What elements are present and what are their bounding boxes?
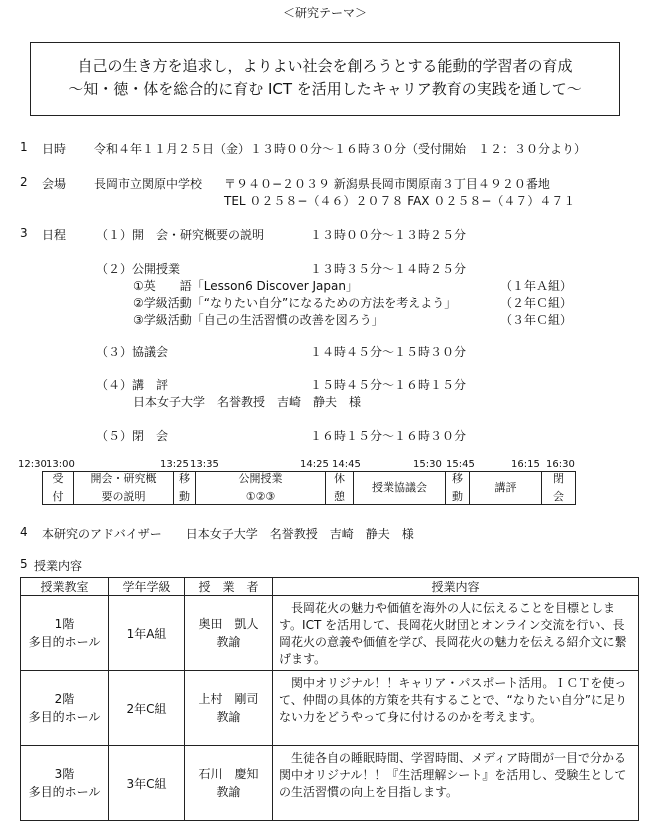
adviser: 本研究のアドバイザー 日本女子大学 名誉教授 吉崎 静夫 様 [42, 527, 414, 541]
schedule-4-time: １５時４５分〜１６時１５分 [310, 378, 467, 392]
content-cell: 関中オリジナル！！キャリア・パスポート活用。ＩＣＴを使って、仲間の具体的方策を共有することで、“なりたい自分”に足りない力をどうやって身に付けるのかを考えます。 [273, 671, 639, 746]
item5-heading: 授業内容 [34, 559, 83, 573]
schedule-2-label: （２）公開授業 [96, 262, 181, 276]
timeline-cell: 授業協議会 [353, 472, 445, 504]
content-cell: 長岡花火の魅力や価値を海外の人に伝えることを目標とします。ICT を活用して、長岡花火財団とオンライン交流を行い、長岡花火の意義や価値を学び、長岡花火の魅力を伝える紹介文に繋げます。 [273, 596, 639, 671]
theme-label: ＜研究テーマ＞ [282, 6, 367, 20]
time-mark: 16:15 [511, 459, 540, 470]
lesson-table [20, 577, 639, 821]
schedule-1-time: １３時００分〜１３時２５分 [310, 228, 467, 242]
room-cell: 2階 多目的ホール [21, 671, 109, 746]
item4-number: 4 [20, 525, 28, 539]
theme-line-2: 〜知・徳・体を総合的に育む ICT を活用したキャリア教育の実践を通して〜 [68, 80, 582, 98]
item3-number: 3 [20, 226, 28, 240]
lesson-2: ②学級活動「“なりたい自分”になるための方法を考えよう」 [133, 296, 457, 310]
class-cell: 1年A組 [109, 596, 185, 671]
time-mark: 14:25 [300, 459, 329, 470]
table-row [21, 746, 639, 821]
schedule-timeline [42, 471, 576, 505]
column-header: 授業内容 [273, 578, 639, 596]
theme-box [30, 42, 620, 116]
time-mark: 13:00 [46, 459, 75, 470]
time-mark: 13:35 [190, 459, 219, 470]
table-header-row [21, 578, 639, 596]
room-cell: 3階 多目的ホール [21, 746, 109, 821]
lecturer: 日本女子大学 名誉教授 吉崎 静夫 様 [133, 395, 362, 409]
lesson-2-class: （２年Ｃ組） [500, 296, 573, 310]
time-mark: 14:45 [332, 459, 361, 470]
table-row [21, 671, 639, 746]
teacher-cell: 石川 慶知 教諭 [185, 746, 273, 821]
timeline-cell: 開会・研究概 要の説明 [73, 472, 173, 504]
schedule-1-label: （１）開 会・研究概要の説明 [96, 228, 265, 242]
item5-number: 5 [20, 557, 28, 571]
time-mark: 12:30 [18, 459, 47, 470]
schedule-3-label: （３）協議会 [96, 345, 169, 359]
schedule-5-label: （５）閉 会 [96, 429, 169, 443]
time-mark: 15:45 [446, 459, 475, 470]
item2-number: 2 [20, 175, 28, 189]
schedule-2-time: １３時３５分〜１４時２５分 [310, 262, 467, 276]
item2-heading: 会場 [42, 177, 67, 191]
lesson-1: ①英 語「Lesson6 Discover Japan」 [133, 279, 358, 293]
schedule-4-label: （４）講 評 [96, 378, 169, 392]
item1-number: 1 [20, 140, 28, 154]
timeline-cell: 休 憩 [325, 472, 353, 504]
class-cell: 2年C組 [109, 671, 185, 746]
schedule-5-time: １６時１５分〜１６時３０分 [310, 429, 467, 443]
time-mark: 16:30 [546, 459, 575, 470]
column-header: 学年学級 [109, 578, 185, 596]
timeline-cell: 受 付 [52, 472, 64, 503]
item1-heading: 日時 [42, 142, 67, 156]
timeline-cell: 移 動 [173, 472, 195, 504]
time-mark: 13:25 [160, 459, 189, 470]
theme-line-1: 自己の生き方を追求し，よりよい社会を創ろうとする能動的学習者の育成 [77, 57, 573, 75]
schedule-3-time: １４時４５分〜１５時３０分 [310, 345, 467, 359]
venue-school: 長岡市立関原中学校 [94, 177, 203, 191]
teacher-cell: 奥田 凱人 教諭 [185, 596, 273, 671]
timeline-cell: 閉 会 [541, 472, 575, 504]
table-row [21, 596, 639, 671]
item1-datetime: 令和４年１１月２５日（金）１３時００分〜１６時３０分（受付開始 １２：３０分より） [94, 142, 587, 156]
teacher-cell: 上村 剛司 教諭 [185, 671, 273, 746]
time-mark: 15:30 [413, 459, 442, 470]
venue-address: 〒９４０−２０３９ 新潟県長岡市関原南３丁目４９２０番地 [224, 177, 550, 191]
lesson-1-class: （１年Ａ組） [500, 279, 573, 293]
timeline-cell: 講評 [469, 472, 541, 504]
item3-heading: 日程 [42, 228, 67, 242]
venue-phone: TEL ０２５８−（４６）２０７８ FAX ０２５８−（４７）４７１ [224, 194, 576, 208]
content-cell: 生徒各自の睡眠時間、学習時間、メディア時間が一目で分かる関中オリジナル！！『生活理解シート』を活用し、受験生としての生活習慣の向上を目指します。 [273, 746, 639, 821]
timeline-cell: 移 動 [445, 472, 469, 504]
column-header: 授業教室 [21, 578, 109, 596]
lesson-3-class: （３年Ｃ組） [500, 313, 573, 327]
room-cell: 1階 多目的ホール [21, 596, 109, 671]
lesson-3: ③学級活動「自己の生活習慣の改善を図ろう」 [133, 313, 384, 327]
class-cell: 3年C組 [109, 746, 185, 821]
timeline-cell: 公開授業 ①②③ [195, 472, 325, 504]
column-header: 授 業 者 [185, 578, 273, 596]
